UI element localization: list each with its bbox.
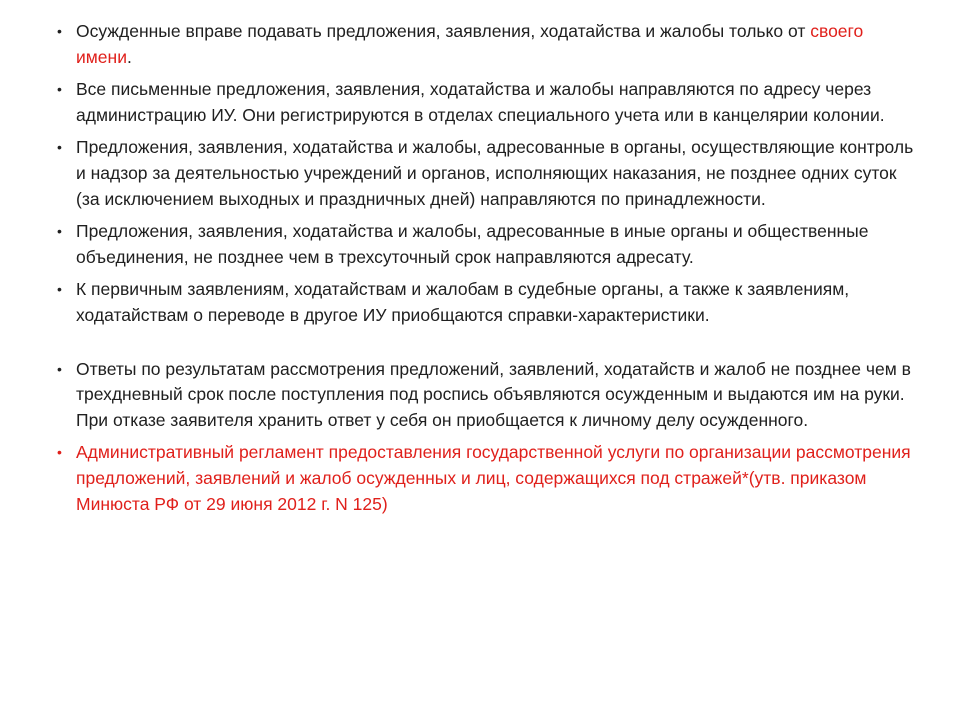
bullet-marker: • [57,281,62,298]
bullet-marker: • [57,81,62,98]
bullet-item-6 [56,357,916,434]
bullet-text: Предложения, заявления, ходатайства и жалобы, адресованные в органы, осуществляющие контроль и надзор за деятельностью учреждений и органов, исполняющих наказания, не позднее одних суток (за исключением выходных и праздничных дней) направляются по принадлежности. [76,137,914,209]
bullet-item-7 [56,440,916,517]
bullet-marker: • [57,223,62,240]
bullet-text: Ответы по результатам рассмотрения предложений, заявлений, ходатайств и жалоб не позднее чем в трехдневный срок после поступления под роспись объявляются осужденным и выдаются им на руки. При отказе заявителя хранить ответ у себя он приобщается к личному делу осужденного. [76,358,911,430]
bullet-text: Осужденные вправе подавать предложения, заявления, ходатайства и жалобы только от [76,21,811,41]
bullet-item-4 [56,219,916,270]
bullet-marker: • [57,360,62,377]
bullet-marker: • [57,23,62,39]
bullet-item-5 [56,277,916,328]
own-name-highlight: своего имени [76,21,864,67]
bullet-marker-red: • [57,444,62,461]
bullet-text: Все письменные предложения, заявления, ходатайства и жалобы направляются по адресу через администрацию ИУ. Они регистрируются в отделах специального учета или в канцелярии колонии. [76,79,885,125]
bullet-item-1 [56,19,916,70]
bullet-text-end: . [126,46,132,67]
bullet-marker: • [57,139,62,156]
regulation-reference-text: Административный регламент предоставления государственной услуги по организации рассмотрения предложений, заявлений и жалоб осужденных и лиц, содержащихся под стражей*(утв. приказом Минюста РФ от 29 июня 2012 г. N 125) [76,442,911,514]
bullet-item-3 [56,135,916,212]
bullet-list [56,19,916,524]
bullet-item-2 [56,77,916,128]
bullet-text: Предложения, заявления, ходатайства и жалобы, адресованные в иные органы и общественные объединения, не позднее чем в трехсуточный срок направляются адресату. [76,221,869,267]
bullet-text: К первичным заявлениям, ходатайствам и жалобам в судебные органы, а также к заявлениям, ходатайствам о переводе в другое ИУ приобщаются справки-характеристики. [76,279,850,325]
